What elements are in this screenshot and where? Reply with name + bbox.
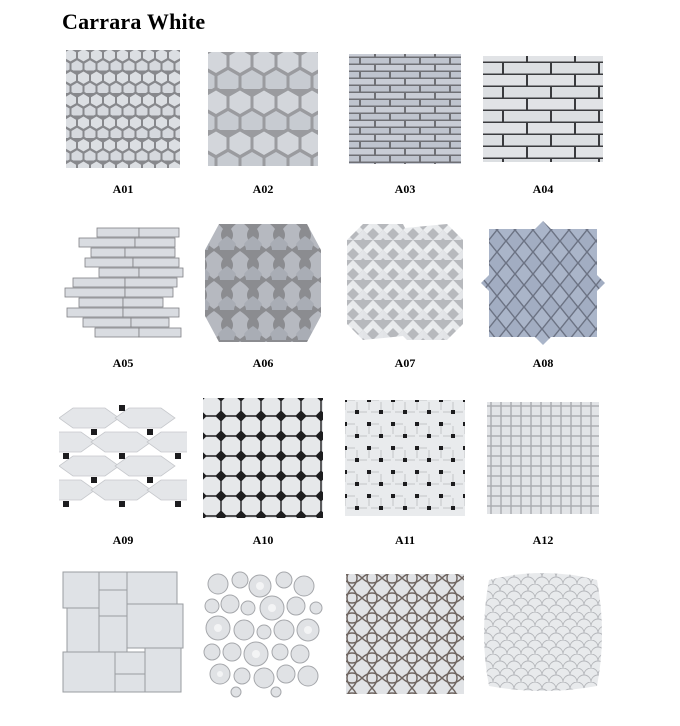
tile-code-label: A04 — [532, 182, 554, 196]
tile-image-rhomboid-diamond[interactable] — [478, 218, 608, 348]
tile-image-arabesque-lantern[interactable] — [198, 218, 328, 348]
tile-image-basketweave[interactable] — [340, 393, 470, 523]
tile-code-label: A07 — [394, 356, 416, 370]
tile-image-random-strip[interactable] — [58, 218, 188, 348]
tile-code-label: A01 — [112, 182, 134, 196]
tile-image-octagon-dot[interactable] — [198, 393, 328, 523]
tile-image-small-hexagon[interactable] — [58, 44, 188, 174]
tile-code-label: A09 — [112, 533, 134, 547]
tile-image-large-hexagon[interactable] — [198, 44, 328, 174]
tile-code-label: A03 — [394, 182, 416, 196]
tile-image-mini-brick[interactable] — [340, 44, 470, 174]
tile-image-subway-brick[interactable] — [478, 44, 608, 174]
tile-code-label: A08 — [532, 356, 554, 370]
tile-image-french-pattern[interactable] — [58, 568, 188, 698]
tile-code-label: A06 — [252, 356, 274, 370]
tile-code-label: A02 — [252, 182, 274, 196]
tile-code-label: A12 — [532, 533, 554, 547]
tile-image-square-grid[interactable] — [478, 393, 608, 523]
tile-code-label: A11 — [394, 533, 415, 547]
tile-image-herringbone[interactable] — [340, 218, 470, 348]
tile-code-label: A05 — [112, 356, 134, 370]
page-title: Carrara White — [62, 9, 206, 34]
tile-image-flower-leaf[interactable] — [340, 568, 470, 698]
tile-image-elongated-octagon[interactable] — [58, 393, 188, 523]
tile-image-fish-scale[interactable] — [478, 568, 608, 698]
tile-code-label: A10 — [252, 533, 274, 547]
tile-image-penny-round[interactable] — [198, 568, 328, 698]
